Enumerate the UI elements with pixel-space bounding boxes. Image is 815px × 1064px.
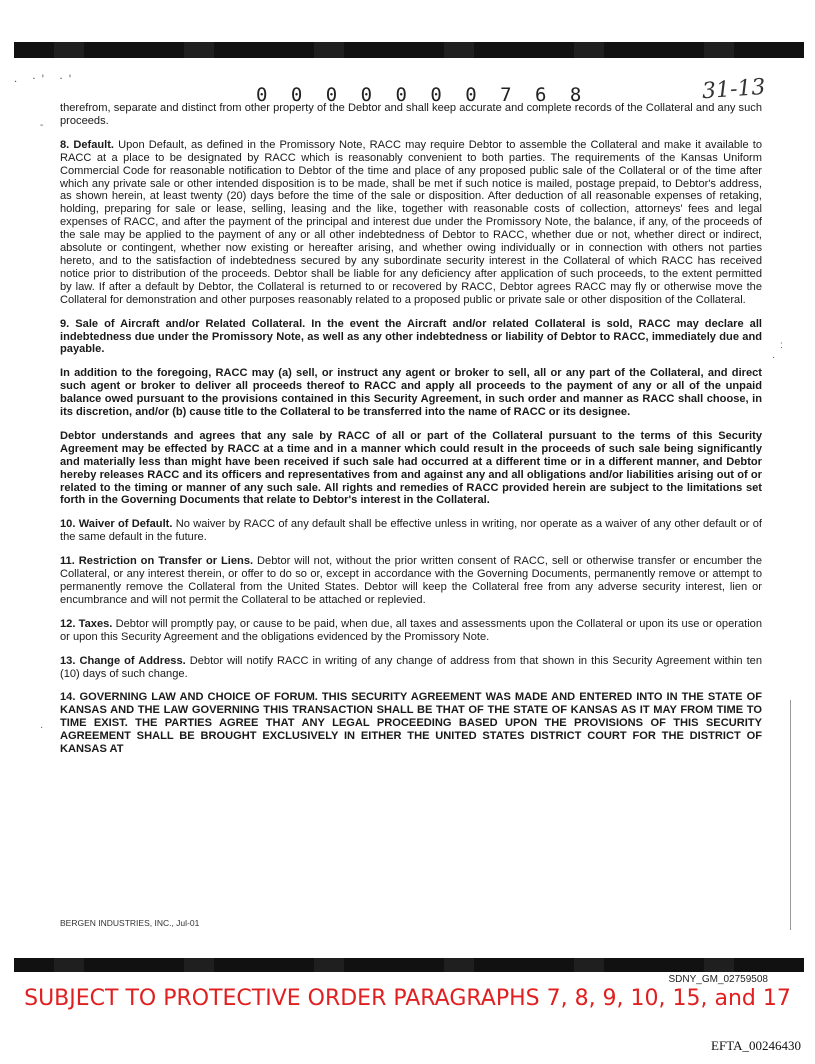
paragraph-sale-additional: In addition to the foregoing, RACC may (a) sell, or instruct any agent or broker to sell, all or any part of the Collateral, and direct such agent or broker to deliver all proceeds thereof to RACC and apply all proceeds to the payment of any or all of the unpaid balance owed pursuant to the provisions contained in this Security Agreement, in such order and manner as RACC shall choose, in its discretion, and/or (b) cause title to the Collateral to be transferred into the name of RACC or its designee. bbox=[60, 367, 762, 419]
scan-specks: . ·' ·' bbox=[14, 74, 78, 85]
scan-bar-bottom bbox=[14, 958, 804, 972]
paragraph-sale-of-aircraft: 9. Sale of Aircraft and/or Related Collateral. In the event the Aircraft and/or related Collateral is sold, RACC may declare all indebtedness due under the Promissory Note, as well as any other indebtedness or liability of Debtor to RACC, immediately due and payable. bbox=[60, 317, 762, 356]
section-heading: 12. Taxes. bbox=[60, 617, 113, 630]
section-heading: 8. Default. bbox=[60, 138, 115, 151]
scan-edge-line bbox=[790, 700, 791, 930]
efta-number: EFTA_00246430 bbox=[711, 1038, 801, 1053]
section-heading: 13. Change of Address. bbox=[60, 654, 186, 667]
paragraph-waiver: 10. Waiver of Default. No waiver by RACC of any default shall be effective unless in writing, nor operate as a waiver of any other default or of the same default in the future. bbox=[60, 518, 762, 544]
company-footer: BERGEN INDUSTRIES, INC., Jul-01 bbox=[60, 918, 200, 928]
scan-bar-top bbox=[14, 42, 804, 58]
paragraph-restriction: 11. Restriction on Transfer or Liens. Debtor will not, without the prior written consent of RACC, sell or otherwise transfer or encumber the Collateral, or any interest therein, or offer to do so or, except in accordance with the Governing Documents, permanently remove or attempt to permanently remove the Collateral from the United States. Debtor will keep the Collateral free from any adverse security interest, lien or encumbrance and will not permit the Collateral to be attached or replevied. bbox=[60, 555, 762, 606]
margin-mark: · bbox=[40, 722, 44, 733]
margin-mark: · bbox=[772, 352, 776, 363]
paragraph-taxes: 12. Taxes. Debtor will promptly pay, or cause to be paid, when due, all taxes and assessments upon the Collateral or upon its use or operation or upon this Security Agreement and the obligations evidenced by the Promissory Note. bbox=[60, 617, 763, 643]
protective-order-notice: SUBJECT TO PROTECTIVE ORDER PARAGRAPHS 7, 8, 9, 10, 15, and 17 bbox=[24, 986, 791, 1011]
section-heading: 10. Waiver of Default. bbox=[60, 518, 173, 531]
paragraph-continuation: therefrom, separate and distinct from other property of the Debtor and shall keep accurate and complete records of the Collateral and any such proceeds. bbox=[60, 102, 762, 127]
document-body bbox=[60, 102, 762, 767]
paragraph-debtor-understands: Debtor understands and agrees that any sale by RACC of all or part of the Collateral pursuant to the terms of this Security Agreement may be effected by RACC at a time and in a manner which could result in the proceeds of such sale being significantly and materially less than might have been received if such sale had occurred at a different time or in a different manner, and Debtor hereby releases RACC and its officers and representatives from and against any and all obligations and/or liabilities arising out of or related to the timing or manner of any such sale. All rights and remedies of RACC provided herein are subject to the limitations set forth in the Governing Documents that relate to Debtor's interest in the Collateral. bbox=[60, 429, 762, 507]
paragraph-default: 8. Default. Upon Default, as defined in the Promissory Note, RACC may require Debtor to assemble the Collateral and make it available to RACC at a place to be designated by RACC which is reasonably convenient to both parties. The requirements of the Kansas Uniform Commercial Code for reasonable notification to Debtor of the time and place of any proposed public sale of the Collateral or of the time after which any private sale or other intended disposition is to be made, shall be met if such notice is mailed, postage prepaid, to Debtor's address, as shown herein, at least twenty (20) days before the time of the sale or disposition. After deduction of all reasonable expenses of retaking, holding, preparing for sale or lease, selling, leasing and the like, together with reasonable costs of collection, attorneys' fees and legal expenses of RACC, and after the payment of the principal and interest due under the Promissory Note, the balance, if any, of the proceeds of the sale may be applied to the payment of any or all other indebtedness of Debtor to RACC, whether due or not, whether direct or indirect, absolute or contingent, whether now existing or hereafter arising, and whether owing individually or in connection with others not parties hereto, and to the satisfaction of indebtedness secured by any subordinate security interest in the Collateral of which RACC has received notice prior to distribution of the proceeds. Debtor shall be liable for any deficiency after application of such proceeds, to the extent permitted by law. If after a default by Debtor, the Collateral is returned to or recovered by RACC, Debtor agrees RACC may fly or otherwise move the Collateral for demonstration and other purposes reasonably related to a proposed public or private sale or other disposition of the Collateral. bbox=[60, 138, 762, 306]
paragraph-governing-law: 14. GOVERNING LAW AND CHOICE OF FORUM. THIS SECURITY AGREEMENT WAS MADE AND ENTERED INTO IN THE STATE OF KANSAS AND THE LAW GOVERNING THIS TRANSACTION SHALL BE THAT OF THE STATE OF KANSAS AS IT MAY FROM TIME TO TIME EXIST. THE PARTIES AGREE THAT ANY LEGAL PROCEEDING BASED UPON THE PROVISIONS OF THIS SECURITY AGREEMENT SHALL BE BROUGHT EXCLUSIVELY IN EITHER THE UNITED STATES DISTRICT COURT FOR THE DISTRICT OF KANSAS AT bbox=[60, 691, 762, 756]
handwritten-note: 31-13 bbox=[701, 74, 767, 105]
doc-number: 0 0 0 0 0 0 0 7 6 8 bbox=[256, 84, 588, 106]
bates-number: SDNY_GM_02759508 bbox=[668, 974, 768, 985]
paragraph-change-of-address: 13. Change of Address. Debtor will notify RACC in writing of any change of address from that shown in this Security Agreement within ten (10) days of such change. bbox=[60, 654, 762, 680]
section-heading: 9. Sale of Aircraft and/or Related Collateral. bbox=[60, 317, 306, 330]
margin-mark: : bbox=[780, 340, 783, 351]
margin-mark: - bbox=[40, 120, 44, 131]
section-heading: 11. Restriction on Transfer or Liens. bbox=[60, 555, 254, 568]
